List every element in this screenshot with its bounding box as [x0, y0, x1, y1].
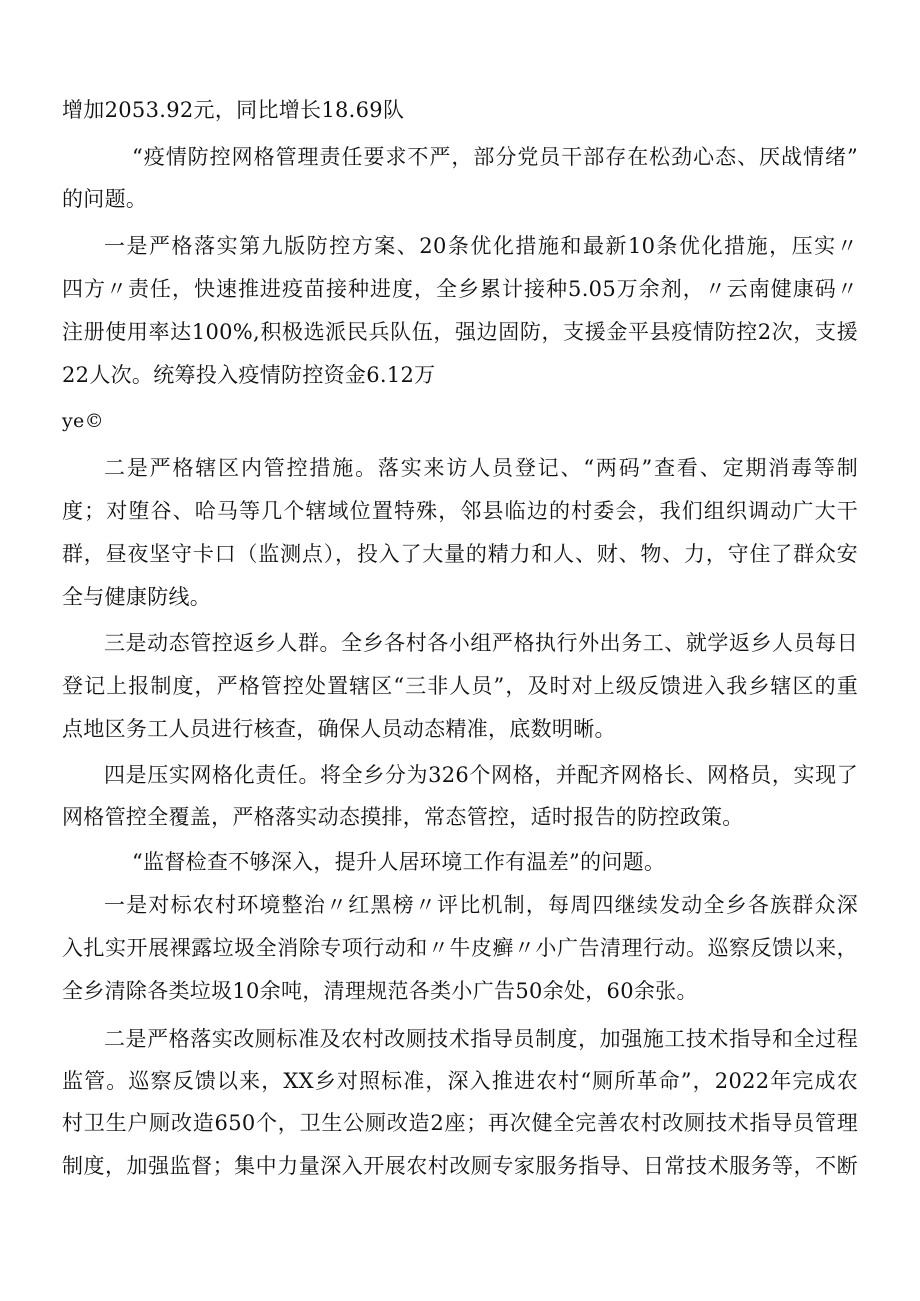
text-line: 的问题。: [62, 187, 148, 211]
text-line: 增加2053.92元，同比增长18.69队: [62, 98, 405, 122]
text-line: “疫情防控网格管理责任要求不严，部分党员干部存在松劲心态、厌战情绪”: [132, 145, 858, 169]
text-line: 登记上报制度，严格管控处置辖区“三非人员”，及时对上级反馈进入我乡辖区的重: [62, 674, 858, 698]
text-line: 入扎实开展裸露垃圾全消除专项行动和〃牛皮癣〃小广告清理行动。巡察反馈以来，: [62, 936, 858, 960]
text-line: 制度，加强监督；集中力量深入开展农村改厕专家服务指导、日常技术服务等，不断: [62, 1154, 858, 1178]
text-line: 三是动态管控返乡人群。全乡各村各小组严格执行外出务工、就学返乡人员每日: [104, 631, 858, 655]
text-line: 村卫生户厕改造650个，卫生公厕改造2座；再次健全完善农村改厕技术指导员管理: [62, 1111, 858, 1135]
text-line: 点地区务工人员进行核查，确保人员动态精准，底数明晰。: [62, 717, 616, 741]
text-line: 全与健康防线。: [62, 585, 212, 609]
text-line: 群，昼夜坚守卡口（监测点），投入了大量的精力和人、财、物、力，守住了群众安: [62, 542, 858, 566]
text-line: 四是压实网格化责任。将全乡分为326个网格，并配齐网格长、网格员，实现了: [104, 763, 858, 787]
text-line: 一是对标农村环境整治〃红黑榜〃评比机制，每周四继续发动全乡各族群众深: [104, 893, 858, 917]
text-line: 22人次。统筹投入疫情防控资金6.12万: [62, 363, 436, 387]
text-line: “监督检查不够深入，提升人居环境工作有温差”的问题。: [132, 850, 666, 874]
text-line: ye©: [62, 410, 104, 432]
text-line: 注册使用率达100%,积极选派民兵队伍，强边固防，支援金平县疫情防控2次，支援: [62, 320, 858, 344]
text-line: 四方〃责任，快速推进疫苗接种进度，全乡累计接种5.05万余剂，〃云南健康码〃: [62, 277, 858, 301]
text-line: 度；对堕谷、哈马等几个辖域位置特殊，邻县临边的村委会，我们组织调动广大干: [62, 499, 858, 523]
text-line: 二是严格落实改厕标准及农村改厕技术指导员制度，加强施工技术指导和全过程: [104, 1027, 858, 1051]
text-line: 全乡清除各类垃圾10余吨，清理规范各类小广告50余处，60余张。: [62, 979, 698, 1003]
text-line: 一是严格落实第九版防控方案、20条优化措施和最新10条优化措施，压实〃: [104, 234, 858, 258]
text-line: 网格管控全覆盖，严格落实动态摸排，常态管控，适时报告的防控政策。: [62, 805, 744, 829]
text-line: 监管。巡察反馈以来，XX乡对照标准，深入推进农村“厕所革命”，2022年完成农: [62, 1069, 858, 1093]
text-line: 二是严格辖区内管控措施。落实来访人员登记、“两码”查看、定期消毒等制: [104, 456, 858, 480]
